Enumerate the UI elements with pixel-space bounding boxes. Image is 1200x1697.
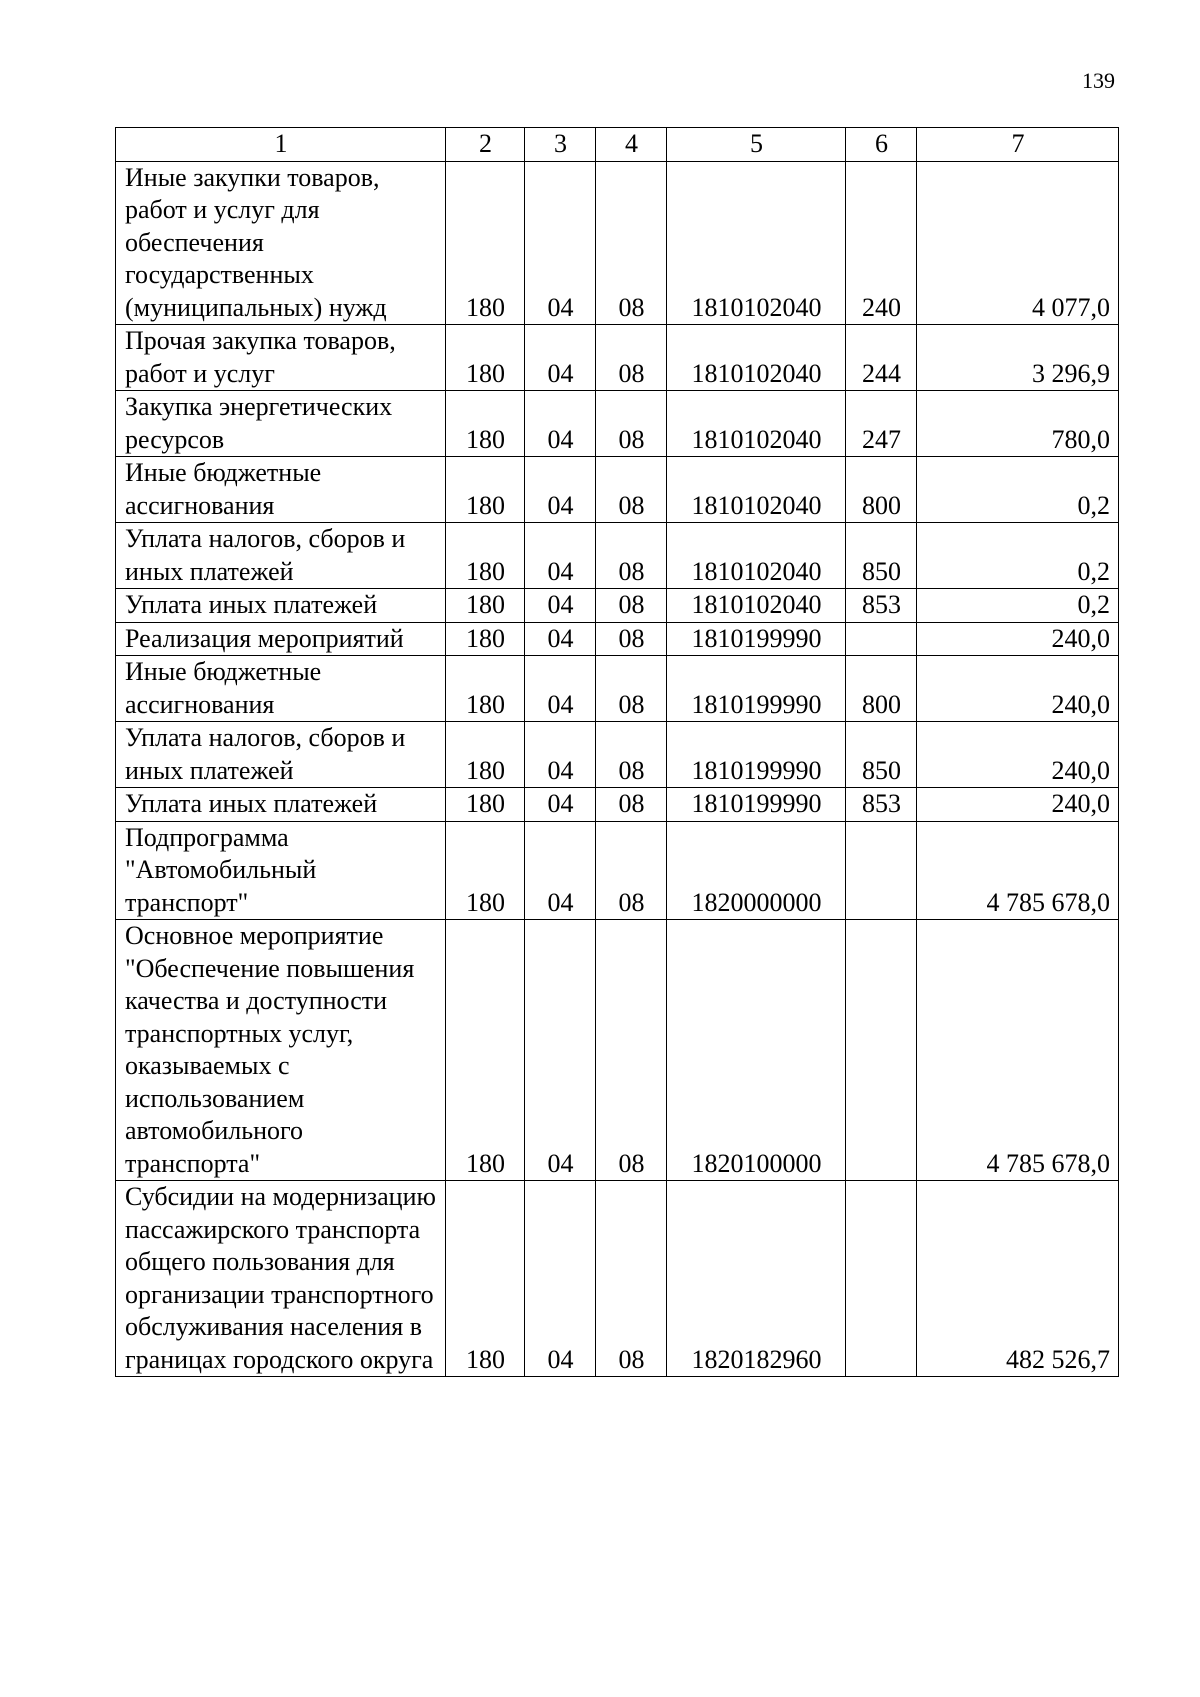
subsection-code-cell: 08 <box>596 622 667 656</box>
page-number: 139 <box>1082 68 1115 93</box>
target-article-cell: 1810199990 <box>667 656 846 722</box>
target-article-cell: 1810199990 <box>667 788 846 822</box>
amount-cell: 240,0 <box>917 622 1119 656</box>
section-code-cell: 04 <box>525 656 596 722</box>
section-code-cell: 04 <box>525 622 596 656</box>
row-name-cell: Прочая закупка товаров, работ и услуг <box>116 325 446 391</box>
subsection-code-cell: 08 <box>596 391 667 457</box>
amount-cell: 4 785 678,0 <box>917 821 1119 920</box>
section-code-cell: 04 <box>525 523 596 589</box>
expense-type-cell <box>846 821 917 920</box>
ministry-code-cell: 180 <box>446 523 525 589</box>
expense-type-cell <box>846 1181 917 1377</box>
header-cell: 5 <box>667 128 846 162</box>
header-cell: 4 <box>596 128 667 162</box>
subsection-code-cell: 08 <box>596 821 667 920</box>
subsection-code-cell: 08 <box>596 457 667 523</box>
header-row <box>116 128 1119 162</box>
header-cell: 6 <box>846 128 917 162</box>
section-code-cell: 04 <box>525 920 596 1181</box>
table-row <box>116 523 1119 589</box>
table-row <box>116 788 1119 822</box>
ministry-code-cell: 180 <box>446 788 525 822</box>
expense-type-cell: 800 <box>846 457 917 523</box>
header-cell: 3 <box>525 128 596 162</box>
target-article-cell: 1810199990 <box>667 622 846 656</box>
table-row <box>116 622 1119 656</box>
row-name-cell: Иные бюджетные ассигнования <box>116 656 446 722</box>
subsection-code-cell: 08 <box>596 920 667 1181</box>
subsection-code-cell: 08 <box>596 656 667 722</box>
row-name-cell: Основное мероприятие "Обеспечение повышения качества и доступности транспортных услуг, оказываемых с использованием автомобильного транспорта" <box>116 920 446 1181</box>
subsection-code-cell: 08 <box>596 589 667 623</box>
table-row <box>116 821 1119 920</box>
target-article-cell: 1810102040 <box>667 161 846 325</box>
section-code-cell: 04 <box>525 391 596 457</box>
subsection-code-cell: 08 <box>596 161 667 325</box>
amount-cell: 3 296,9 <box>917 325 1119 391</box>
subsection-code-cell: 08 <box>596 1181 667 1377</box>
table-row <box>116 457 1119 523</box>
subsection-code-cell: 08 <box>596 722 667 788</box>
amount-cell: 0,2 <box>917 457 1119 523</box>
row-name-cell: Уплата иных платежей <box>116 589 446 623</box>
budget-table <box>115 127 1119 1377</box>
section-code-cell: 04 <box>525 589 596 623</box>
amount-cell: 240,0 <box>917 722 1119 788</box>
table-row <box>116 920 1119 1181</box>
subsection-code-cell: 08 <box>596 788 667 822</box>
amount-cell: 240,0 <box>917 656 1119 722</box>
ministry-code-cell: 180 <box>446 457 525 523</box>
target-article-cell: 1810102040 <box>667 325 846 391</box>
target-article-cell: 1810102040 <box>667 391 846 457</box>
table-row <box>116 391 1119 457</box>
ministry-code-cell: 180 <box>446 161 525 325</box>
amount-cell: 240,0 <box>917 788 1119 822</box>
section-code-cell: 04 <box>525 821 596 920</box>
row-name-cell: Реализация мероприятий <box>116 622 446 656</box>
amount-cell: 4 077,0 <box>917 161 1119 325</box>
expense-type-cell <box>846 920 917 1181</box>
table-row <box>116 589 1119 623</box>
table-row <box>116 161 1119 325</box>
ministry-code-cell: 180 <box>446 622 525 656</box>
expense-type-cell: 853 <box>846 788 917 822</box>
ministry-code-cell: 180 <box>446 391 525 457</box>
ministry-code-cell: 180 <box>446 722 525 788</box>
section-code-cell: 04 <box>525 722 596 788</box>
table-row <box>116 722 1119 788</box>
section-code-cell: 04 <box>525 788 596 822</box>
row-name-cell: Подпрограмма "Автомобильный транспорт" <box>116 821 446 920</box>
table-row <box>116 656 1119 722</box>
header-cell: 7 <box>917 128 1119 162</box>
target-article-cell: 1820000000 <box>667 821 846 920</box>
table-row <box>116 325 1119 391</box>
expense-type-cell: 247 <box>846 391 917 457</box>
target-article-cell: 1810199990 <box>667 722 846 788</box>
target-article-cell: 1810102040 <box>667 457 846 523</box>
amount-cell: 780,0 <box>917 391 1119 457</box>
amount-cell: 4 785 678,0 <box>917 920 1119 1181</box>
row-name-cell: Уплата иных платежей <box>116 788 446 822</box>
expense-type-cell: 800 <box>846 656 917 722</box>
subsection-code-cell: 08 <box>596 523 667 589</box>
expense-type-cell: 850 <box>846 722 917 788</box>
expense-type-cell: 853 <box>846 589 917 623</box>
section-code-cell: 04 <box>525 325 596 391</box>
ministry-code-cell: 180 <box>446 821 525 920</box>
subsection-code-cell: 08 <box>596 325 667 391</box>
expense-type-cell: 244 <box>846 325 917 391</box>
row-name-cell: Уплата налогов, сборов и иных платежей <box>116 722 446 788</box>
row-name-cell: Закупка энергетических ресурсов <box>116 391 446 457</box>
target-article-cell: 1810102040 <box>667 523 846 589</box>
header-cell: 1 <box>116 128 446 162</box>
table-row <box>116 1181 1119 1377</box>
target-article-cell: 1820100000 <box>667 920 846 1181</box>
ministry-code-cell: 180 <box>446 1181 525 1377</box>
ministry-code-cell: 180 <box>446 589 525 623</box>
ministry-code-cell: 180 <box>446 325 525 391</box>
expense-type-cell <box>846 622 917 656</box>
row-name-cell: Уплата налогов, сборов и иных платежей <box>116 523 446 589</box>
ministry-code-cell: 180 <box>446 656 525 722</box>
section-code-cell: 04 <box>525 1181 596 1377</box>
row-name-cell: Иные бюджетные ассигнования <box>116 457 446 523</box>
row-name-cell: Иные закупки товаров, работ и услуг для обеспечения государственных (муниципальных) нужд <box>116 161 446 325</box>
section-code-cell: 04 <box>525 457 596 523</box>
target-article-cell: 1810102040 <box>667 589 846 623</box>
amount-cell: 0,2 <box>917 589 1119 623</box>
row-name-cell: Субсидии на модернизацию пассажирского транспорта общего пользования для организации транспортного обслуживания населения в границах городского округа <box>116 1181 446 1377</box>
amount-cell: 482 526,7 <box>917 1181 1119 1377</box>
target-article-cell: 1820182960 <box>667 1181 846 1377</box>
amount-cell: 0,2 <box>917 523 1119 589</box>
ministry-code-cell: 180 <box>446 920 525 1181</box>
header-cell: 2 <box>446 128 525 162</box>
section-code-cell: 04 <box>525 161 596 325</box>
expense-type-cell: 850 <box>846 523 917 589</box>
expense-type-cell: 240 <box>846 161 917 325</box>
